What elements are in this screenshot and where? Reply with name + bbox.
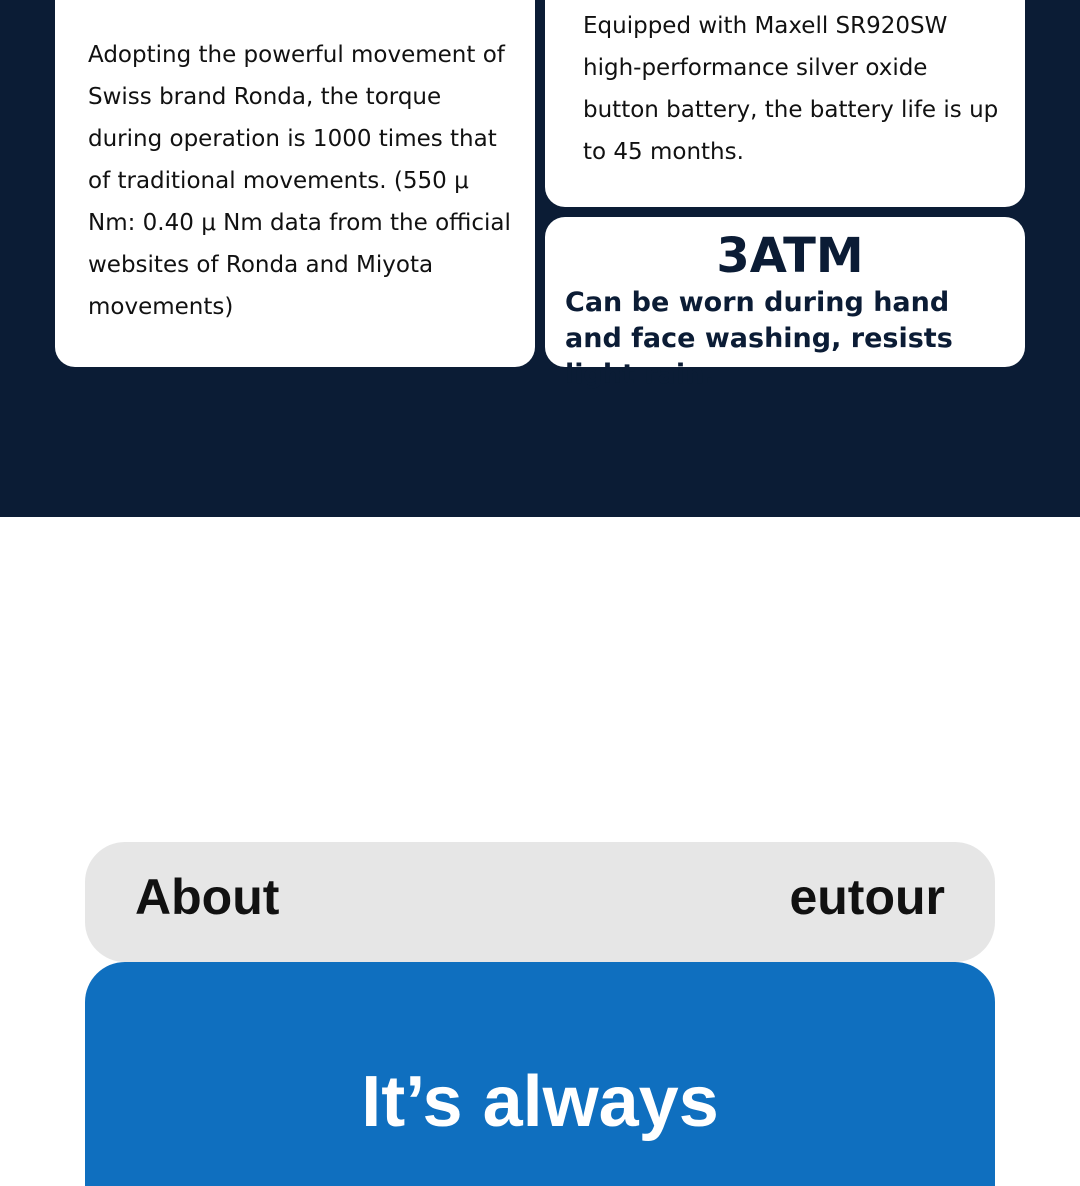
battery-description: Equipped with Maxell SR920SW high-performance silver oxide button battery, the battery life is up to 45 months. xyxy=(583,13,999,165)
water-resistance-description: Can be worn during hand and face washing, resists light rain. xyxy=(565,287,953,390)
movement-description: Adopting the powerful movement of Swiss brand Ronda, the torque during operation is 1000 times that of traditional movements. (550 μ Nm: 0.40 μ Nm data from the official websites of Ronda and Miyota movements) xyxy=(88,42,511,320)
water-resistance-card xyxy=(545,217,1025,390)
about-blue-panel xyxy=(85,962,995,1186)
battery-feature-card xyxy=(545,0,1025,207)
about-header-bar xyxy=(85,842,995,962)
about-tagline: It’s always xyxy=(361,1062,719,1142)
brand-label: eutour xyxy=(789,869,945,925)
features-section xyxy=(0,0,1080,517)
about-label: About xyxy=(135,869,280,925)
movement-feature-card xyxy=(55,0,535,367)
water-resistance-rating: 3ATM xyxy=(716,228,864,284)
